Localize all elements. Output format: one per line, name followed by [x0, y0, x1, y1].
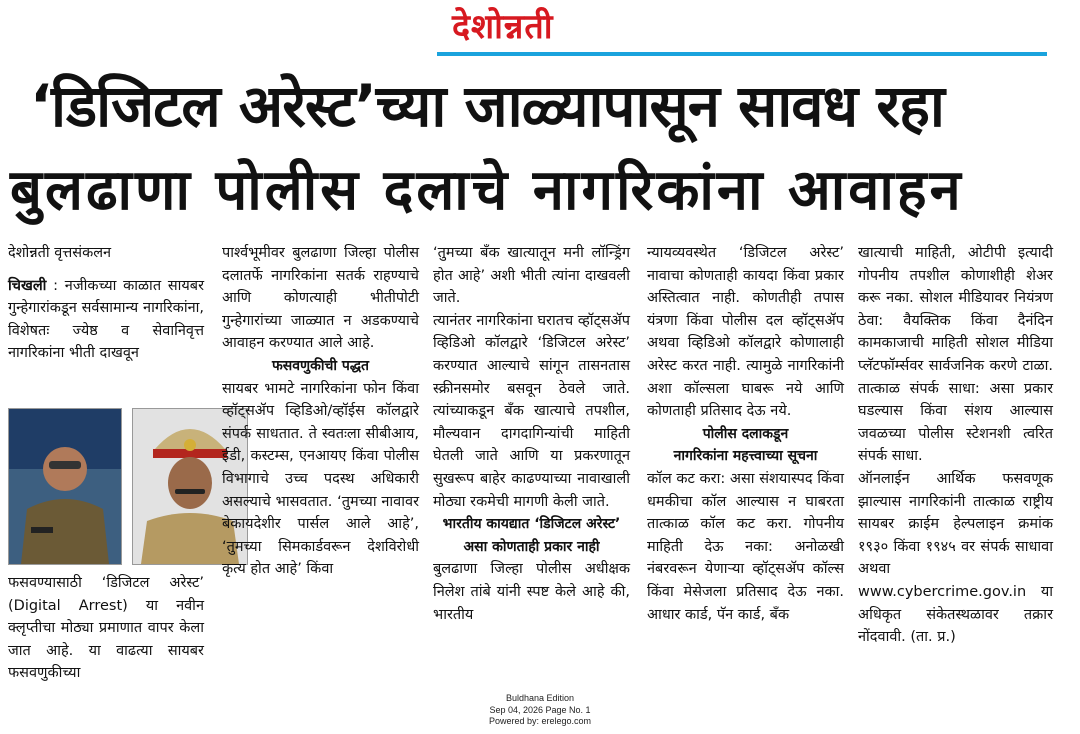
- column-4-paragraph-1: न्यायव्यवस्थेत ‘डिजिटल अरेस्ट’ नावाचा कोणताही कायदा किंवा प्रकार अस्तित्वात नाही. कोणतीही तपास यंत्रणा किंवा पोलीस दल व्हॉट्सॲप अथवा व्हिडिओ कॉलद्वारे कोणालाही अरेस्ट करत नाही. त्यामुळे नागरिकांनी अशा कॉल्सला घाबरू नये आणि कोणताही प्रतिसाद देऊ नये.: [647, 245, 844, 420]
- officer-photo-1: [8, 408, 122, 565]
- article-column-4: [647, 242, 844, 626]
- footer-date-page: Sep 04, 2026 Page No. 1: [489, 704, 591, 715]
- section-heading-law-1: भारतीय कायद्यात ‘डिजिटल अरेस्ट’: [442, 516, 621, 533]
- column-2-paragraph-1: पार्श्वभूमीवर बुलढाणा जिल्हा पोलीस दलातर्फे नागरिकांना सतर्क राहण्याचे आणि कोणत्याही भीतीपोटी गुन्हेगारांच्या जाळ्यात न अडकण्याचे आवाहन करण्यात आले आहे.: [222, 245, 419, 352]
- masthead-rule: [437, 52, 1047, 56]
- newspaper-logo: देशोन्नती: [452, 7, 554, 47]
- column-3-paragraph-3: बुलढाणा जिल्हा पोलीस अधीक्षक निलेश तांबे यांनी स्पष्ट केले आहे की, भारतीय: [433, 561, 630, 623]
- article-column-5: [858, 242, 1053, 649]
- column-3-paragraph-1: ‘तुमच्या बँक खात्यातून मनी लॉन्ड्रिंग होत आहे’ अशी भीती त्यांना दाखवली जाते.: [433, 245, 630, 307]
- masthead: [0, 0, 1080, 62]
- subheadline: बुलढाणा पोलीस दलाचे नागरिकांना आवाहन: [10, 158, 964, 223]
- column-1-text-1: : नजीकच्या काळात सायबर गुन्हेगारांकडून सर्वसामान्य नागरिकांना, विशेषतः ज्येष्ठ व सेवानिवृत्त नागरिकांना भीती दाखवून: [8, 277, 204, 362]
- column-2-paragraph-2: सायबर भामटे नागरिकांना फोन किंवा व्हॉट्सॲप व्हिडिओ/व्हॉईस कॉलद्वारे संपर्क साधतात. ते स्वतःला सीबीआय, ईडी, कस्टम्स, एनआयए किंवा पोलीस विभागाचे उच्च पदस्थ अधिकारी असल्याचे भासवतात. ‘तुमच्या नावावर बेकायदेशीर पार्सल आले आहे’, ‘तुमच्या सिमकार्डवरून देशविरोधी कृत्य होत आहे’ किंवा: [222, 380, 419, 578]
- photo-row: [8, 408, 248, 568]
- section-heading-fraud-method: फसवणुकीची पद्धत: [271, 357, 370, 374]
- officer-photo-1-image: [9, 409, 121, 564]
- footer-edition: Buldhana Edition: [505, 693, 575, 703]
- column-3-paragraph-2: त्यानंतर नागरिकांना घरातच व्हॉट्सॲप व्हिडिओ कॉलद्वारे ‘डिजिटल अरेस्ट’ करण्यात आल्याचे सांगून तासनतास स्क्रीनसमोर बसवून ठेवले जाते. त्यांच्याकडून बँक खात्याचे तपशील, मौल्यवान दागदागिन्यांची माहिती घेतली जाते आणि या प्रकरणातून सुखरूप बाहेर काढण्याच्या नावाखाली मोठ्या रकमेची मागणी केली जाते.: [433, 312, 630, 510]
- column-5-paragraph-2: ऑनलाईन आर्थिक फसवणूक झाल्यास नागरिकांनी तात्काळ राष्ट्रीय सायबर क्राईम हेल्पलाइन क्रमांक १९३० किंवा १९४५ वर संपर्क साधावा अथवा www.cybercrime.gov.in या अधिकृत संकेतस्थळावर तक्रार नोंदवावी. (ता. प्र.): [858, 470, 1053, 646]
- section-heading-police-2: नागरिकांना महत्त्वाच्या सूचना: [673, 448, 818, 465]
- byline: देशोन्नती वृत्तसंकलन: [8, 245, 112, 261]
- footer-powered-by[interactable]: Powered by: erelego.com: [488, 716, 592, 726]
- article-column-1: [8, 242, 204, 365]
- section-heading-police-1: पोलीस दलाकडून: [702, 425, 789, 442]
- article-column-2: [222, 242, 419, 581]
- article-column-3: [433, 242, 630, 626]
- headline: ‘डिजिटल अरेस्ट’च्या जाळ्यापासून सावध रहा: [30, 72, 944, 140]
- dateline: चिखली: [8, 277, 47, 294]
- column-1-paragraph-1: [8, 275, 204, 365]
- column-1-continued: फसवण्यासाठी ‘डिजिटल अरेस्ट’ (Digital Arrest) या नवीन क्लृप्तीचा मोठ्या प्रमाणात वापर केला जात आहे. या वाढत्या सायबर फसवणुकीच्या: [8, 575, 204, 682]
- page-footer: [0, 693, 1080, 728]
- column-5-paragraph-1: खात्याची माहिती, ओटीपी इत्यादी गोपनीय तपशील कोणाशीही शेअर करू नका. सोशल मीडियावर नियंत्रण ठेवा: वैयक्तिक किंवा दैनंदिन कामकाजाची माहिती सोशल मीडिया प्लॅटफॉर्म्सवर सार्वजनिक करणे टाळा. तात्काळ संपर्क साधा: असा प्रकार घडल्यास किंवा संशय आल्यास जवळच्या पोलीस स्टेशनशी त्वरित संपर्क साधा.: [858, 245, 1053, 465]
- section-heading-law-2: असा कोणताही प्रकार नाही: [463, 538, 600, 555]
- column-4-paragraph-2: कॉल कट करा: असा संशयास्पद किंवा धमकीचा कॉल आल्यास न घाबरता तात्काळ कॉल कट करा. गोपनीय माहिती देऊ नका: अनोळखी नंबरवरून येणाऱ्या व्हॉट्सॲप कॉल्स किंवा मेसेजला प्रतिसाद देऊ नका. आधार कार्ड, पॅन कार्ड, बँक: [647, 470, 844, 623]
